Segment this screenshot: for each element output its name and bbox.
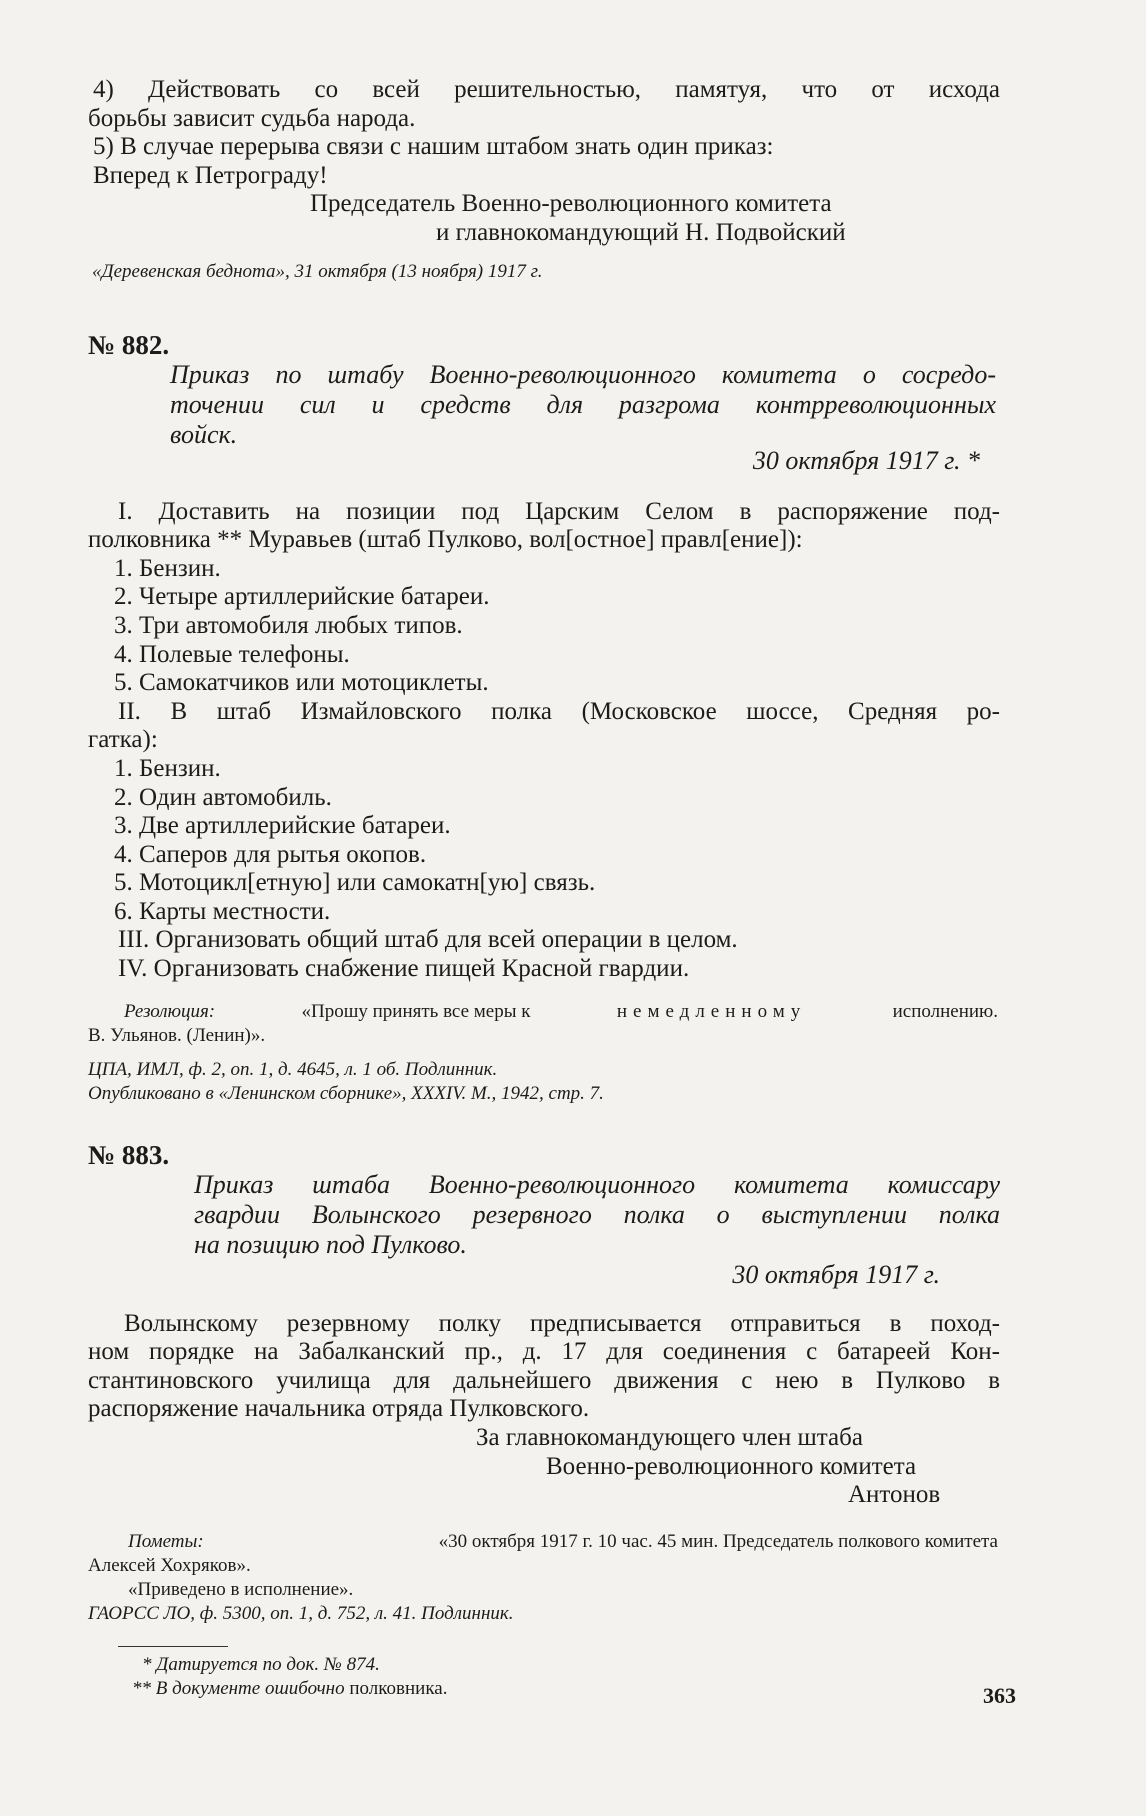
title-line-2: гвардии Волынского резервного полка о выступлении полка bbox=[194, 1199, 1000, 1229]
top-section bbox=[88, 76, 1000, 284]
marks-text: «30 октября 1917 г. 10 час. 45 мин. Председатель полкового комитета bbox=[438, 1530, 998, 1552]
list-item: 4. Полевые телефоны. bbox=[114, 640, 350, 668]
body-line: распоряжение начальника отряда Пулковского. bbox=[88, 1395, 590, 1423]
item-5: 5) В случае перерыва связи с нашим штабом знать один приказ: bbox=[93, 133, 774, 161]
archive-reference: ГАОРСС ЛО, ф. 5300, оп. 1, д. 752, л. 41. Подлинник. bbox=[88, 1602, 514, 1624]
body-line: Волынскому резервному полку предписывается отправиться в поход- bbox=[124, 1309, 1000, 1337]
body-line: III. Организовать общий штаб для всей операции в целом. bbox=[118, 926, 738, 954]
list-item: 4. Саперов для рытья окопов. bbox=[114, 840, 427, 868]
list-item: 2. Один автомобиль. bbox=[114, 783, 332, 811]
item-4-line-2: борьбы зависит судьба народа. bbox=[88, 104, 416, 132]
title-line-3: на позицию под Пулково. bbox=[194, 1229, 467, 1259]
document-title bbox=[88, 1170, 1000, 1260]
resolution-line-1 bbox=[88, 1000, 998, 1024]
body-line: II. В штаб Измайловского полка (Московское шоссе, Средняя ро- bbox=[118, 697, 1000, 725]
executed-note: «Приведено в исполнение». bbox=[128, 1578, 354, 1600]
page-number: 363 bbox=[983, 1683, 1016, 1708]
body-line: ном порядке на Забалканский пр., д. 17 для соединения с батареей Кон- bbox=[88, 1338, 1000, 1366]
list-item: 5. Мотоцикл[етную] или самокатн[ую] связь. bbox=[114, 869, 596, 897]
source-citation: «Деревенская беднота», 31 октября (13 ноября) 1917 г. bbox=[92, 260, 543, 282]
body-line: I. Доставить на позиции под Царским Селом в распоряжение под- bbox=[118, 497, 1000, 525]
marks bbox=[88, 1530, 998, 1626]
document-date: 30 октября 1917 г. bbox=[732, 1259, 940, 1289]
body-line: стантиновского училища для дальнейшего движения с нею в Пулково в bbox=[88, 1366, 1000, 1394]
document-date: 30 октября 1917 г. * bbox=[752, 445, 980, 475]
publication-reference: Опубликовано в «Ленинском сборнике», XXXIV. М., 1942, стр. 7. bbox=[88, 1082, 604, 1104]
list-item: 5. Самокатчиков или мотоциклеты. bbox=[114, 669, 489, 697]
body-line: полковника ** Муравьев (штаб Пулково, вол[остное] правл[ение]): bbox=[88, 526, 803, 554]
list-item: 6. Карты местности. bbox=[114, 897, 331, 925]
resolution-spaced: немедленному bbox=[616, 1000, 807, 1022]
list-item: 3. Три автомобиля любых типов. bbox=[114, 611, 463, 639]
body-line: IV. Организовать снабжение пищей Красной гвардии. bbox=[118, 955, 690, 983]
marks-label: Пометы: bbox=[128, 1530, 204, 1552]
document-page bbox=[88, 76, 1000, 1701]
resolution bbox=[88, 1000, 998, 1048]
resolution-label: Резолюция: bbox=[124, 1000, 216, 1022]
body-line: гатка): bbox=[88, 726, 158, 754]
title-line-1: Приказ штаба Военно-революционного комитета комиссару bbox=[194, 1169, 1000, 1199]
document-body bbox=[88, 498, 1000, 984]
marks-line-1 bbox=[88, 1530, 998, 1554]
list-item: 3. Две артиллерийские батареи. bbox=[114, 812, 451, 840]
resolution-line-2: В. Ульянов. (Ленин)». bbox=[88, 1024, 266, 1046]
signature-line-2: и главнокомандующий Н. Подвойский bbox=[436, 218, 846, 246]
list-item: 2. Четыре артиллерийские батареи. bbox=[114, 583, 490, 611]
footnote-2-italic: ** В документе ошибочно bbox=[132, 1677, 345, 1699]
item-4-line-1: 4) Действовать со всей решительностью, памятуя, что от исхода bbox=[93, 76, 1000, 103]
resolution-text-a: «Прошу принять все меры к bbox=[301, 1000, 531, 1022]
title-line-3: войск. bbox=[170, 419, 238, 449]
document-title bbox=[88, 360, 996, 450]
signature-name: Антонов bbox=[848, 1481, 941, 1509]
archive-reference: ЦПА, ИМЛ, ф. 2, оп. 1, д. 4645, л. 1 об. Подлинник. bbox=[88, 1058, 498, 1080]
signature-line-1: За главнокомандующего член штаба bbox=[476, 1424, 863, 1452]
footnote-2-text: полковника. bbox=[349, 1677, 448, 1699]
footnote-1: * Датируется по док. № 874. bbox=[142, 1653, 380, 1675]
document-883 bbox=[88, 1140, 1000, 1626]
footnotes bbox=[88, 1653, 1000, 1701]
signature-line-2: Военно-революционного комитета bbox=[546, 1452, 917, 1480]
title-line-2: точении сил и средств для разгрома контрреволюционных bbox=[170, 389, 996, 419]
signature-block bbox=[88, 1424, 1000, 1510]
resolution-text-b: исполнению. bbox=[892, 1000, 998, 1022]
marks-line-2: Алексей Хохряков». bbox=[88, 1554, 251, 1576]
list-item: 1. Бензин. bbox=[114, 754, 221, 782]
signature-line-1: Председатель Военно-революционного комитета bbox=[310, 190, 832, 218]
footnote-2 bbox=[88, 1677, 1000, 1701]
document-number: № 883. bbox=[88, 1139, 170, 1170]
document-number: № 882. bbox=[88, 329, 170, 360]
document-882 bbox=[88, 330, 1000, 1106]
document-body bbox=[88, 1310, 1000, 1424]
list-item: 1. Бензин. bbox=[114, 554, 221, 582]
title-line-1: Приказ по штабу Военно-революционного комитета о сосредо- bbox=[170, 359, 996, 389]
footnote-divider bbox=[118, 1646, 228, 1647]
slogan: Вперед к Петрограду! bbox=[93, 161, 328, 189]
